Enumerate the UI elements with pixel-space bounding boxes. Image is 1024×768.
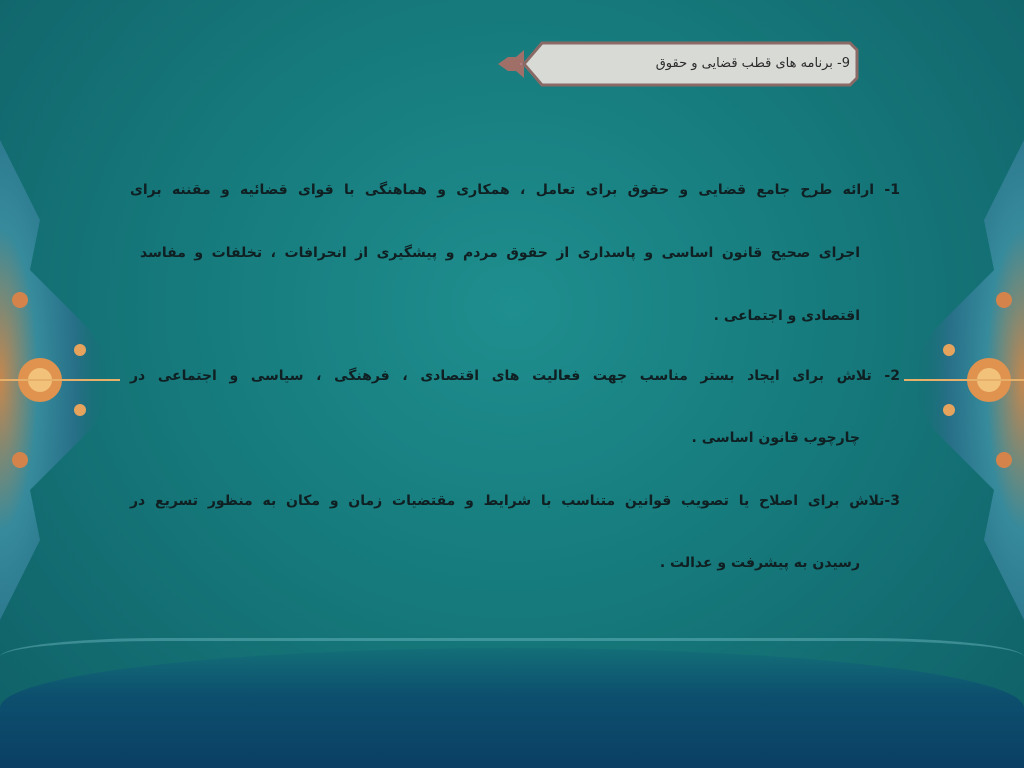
item-2-line-2: چارچوب قانون اساسی .: [691, 430, 860, 446]
bottom-decorative-band: [0, 648, 1024, 768]
left-floral-ornament: [0, 100, 130, 660]
item-3-line-1: 3-تلاش برای اصلاح یا تصویب قوانین متناسب با شرایط و مقتضیات زمان و مکان به منظور تسریع در: [130, 493, 900, 509]
item-2-line-1: 2- تلاش برای ایجاد بستر مناسب جهت فعالیت های اقتصادی ، فرهنگی ، سیاسی و اجتماعی در: [130, 368, 900, 384]
slide-title: 9- برنامه های قطب قضایی و حقوق: [655, 56, 850, 71]
item-1-line-1: 1- ارائه طرح جامع قضایی و حقوق برای تعامل ، همکاری و هماهنگی با قوای قضائیه و مقننه برای: [130, 182, 900, 198]
item-3-line-2: رسیدن به پیشرفت و عدالت .: [659, 555, 860, 571]
item-1-line-3: اقتصادی و اجتماعی .: [713, 308, 860, 324]
item-1-line-2: اجرای صحیح قانون اساسی و پاسداری از حقوق مردم و پیشگیری از انحرافات ، تخلفات و مفاسد: [140, 245, 860, 261]
right-floral-ornament: [894, 100, 1024, 660]
